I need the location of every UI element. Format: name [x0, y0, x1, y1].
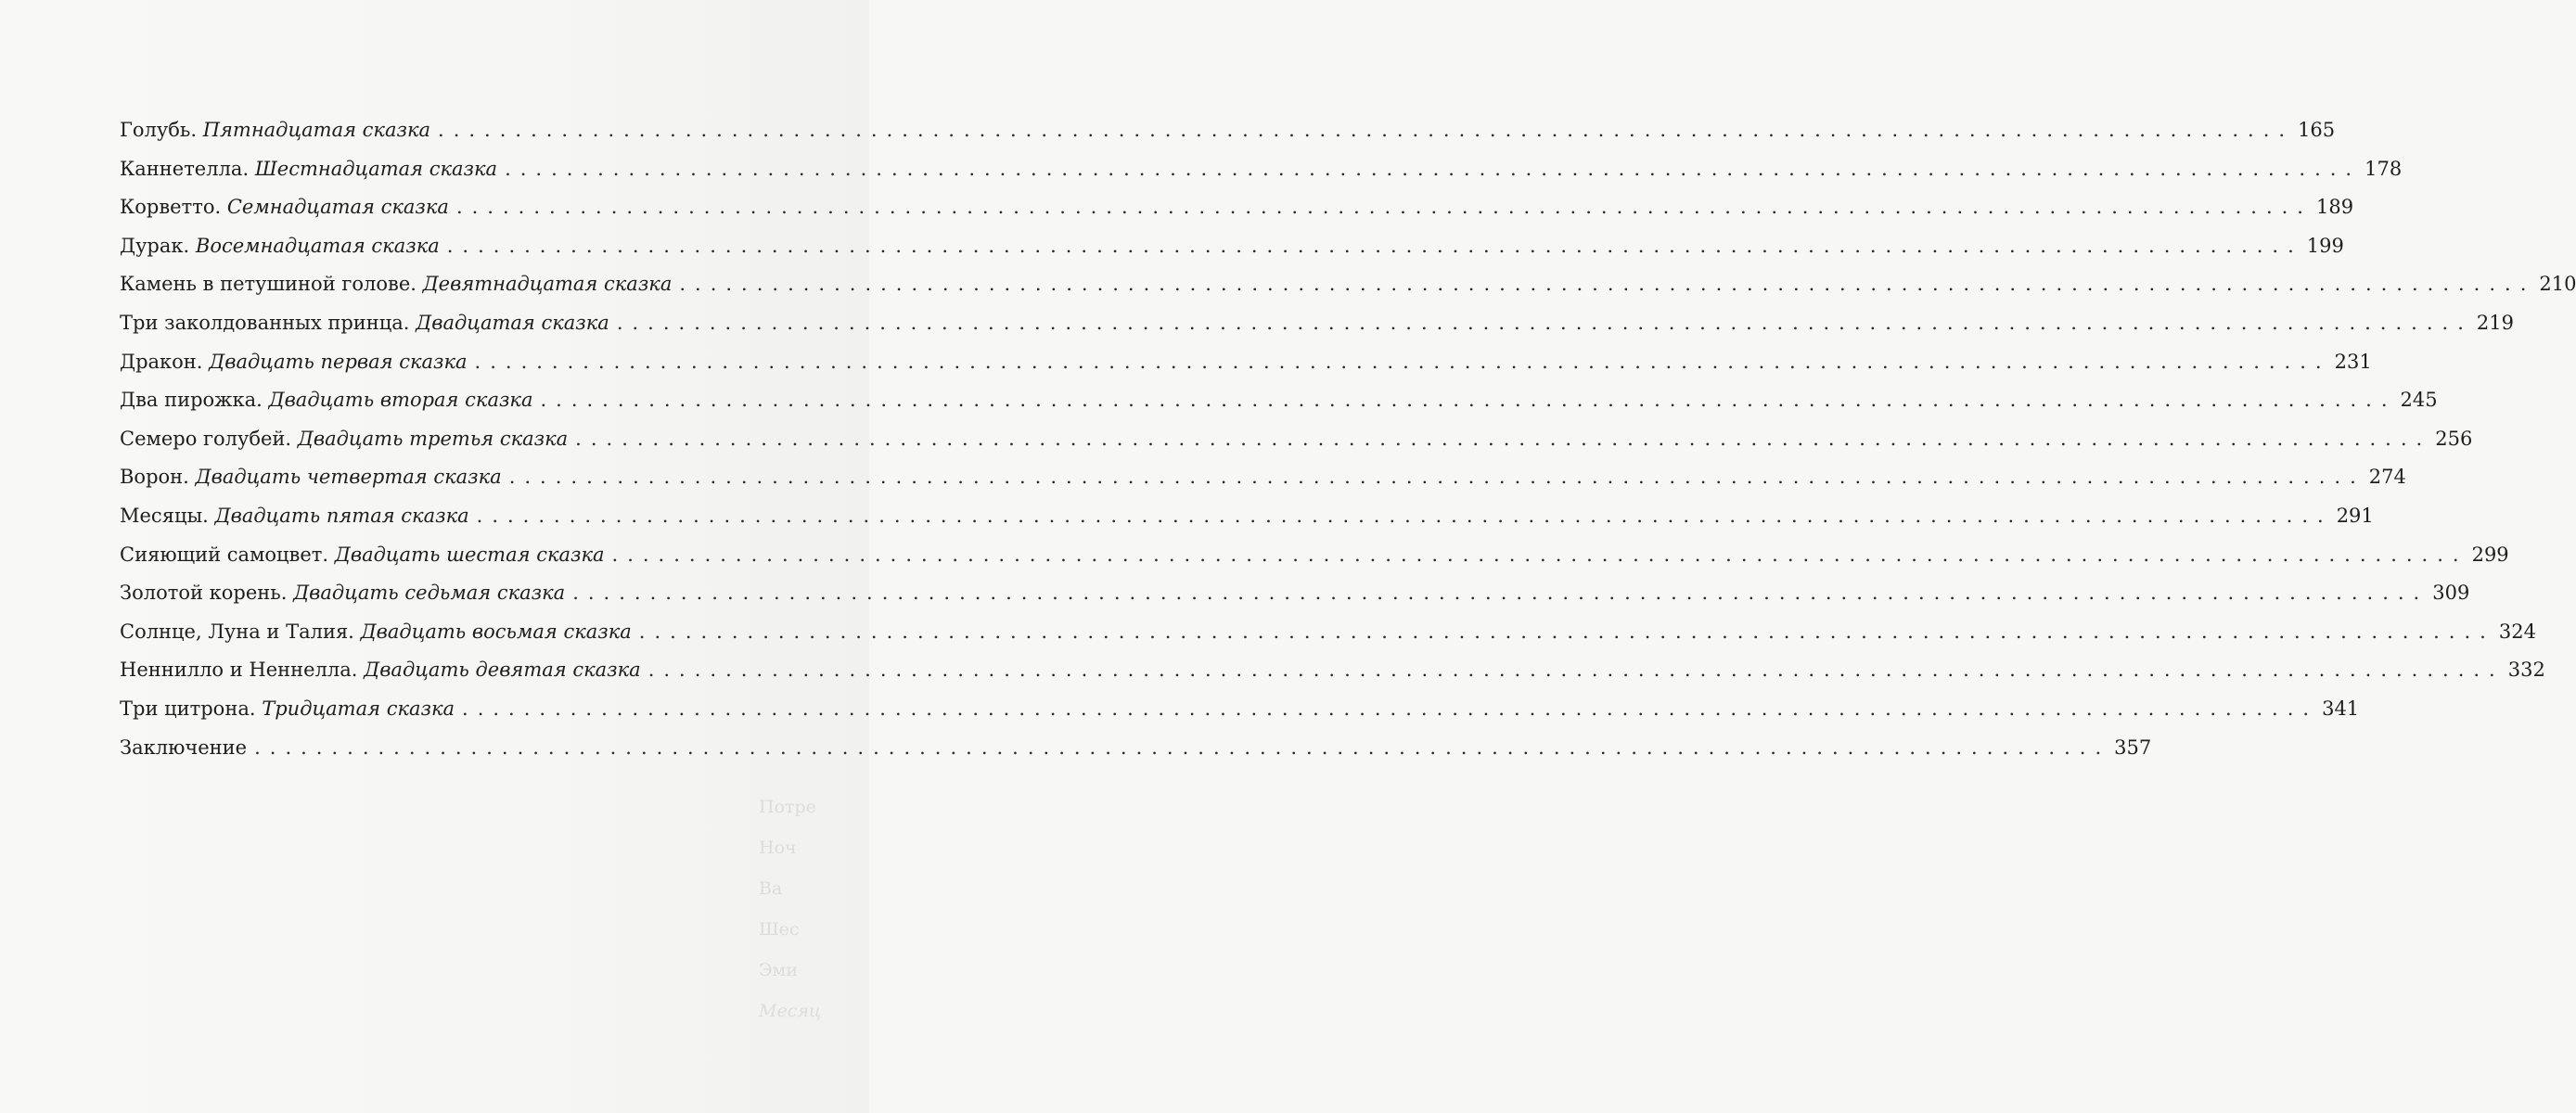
entry-subtitle: Двадцать седьмая сказка	[293, 582, 566, 605]
toc-entry-11[interactable]	[120, 504, 2374, 544]
bleed-through-text	[759, 787, 869, 1031]
dot-leader: ........................................................................................................................	[616, 311, 2473, 334]
bleed-through-line: Ноч	[759, 838, 797, 858]
entry-page-number: 219	[2476, 311, 2514, 334]
toc-entry-9[interactable]	[120, 427, 2473, 467]
dot-leader: ........................................................................................................................	[476, 504, 2333, 527]
entry-page-number: 341	[2322, 697, 2360, 720]
entry-page-number: 324	[2498, 620, 2536, 643]
entry-page-number: 357	[2114, 736, 2152, 759]
entry-subtitle: Восемнадцатая сказка	[195, 234, 440, 257]
entry-page-number: 165	[2298, 119, 2336, 141]
dot-leader: ........................................................................................................................	[508, 466, 2365, 489]
entry-title: Заключение	[120, 736, 248, 759]
dot-leader: ........................................................................................................................	[679, 273, 2536, 296]
entry-page-number: 309	[2432, 582, 2470, 605]
entry-title: Дурак.	[120, 234, 190, 257]
entry-subtitle: Двадцать четвертая сказка	[195, 466, 502, 489]
entry-title: Неннилло и Неннелла.	[120, 659, 358, 682]
toc-entry-3[interactable]	[120, 196, 2354, 235]
dot-leader: ........................................................................................................................	[611, 543, 2468, 566]
entry-subtitle: Двадцать вторая сказка	[268, 389, 533, 412]
toc-entry-16[interactable]	[120, 697, 2360, 736]
dot-leader: ........................................................................................................................	[647, 659, 2505, 682]
entry-title: Ворон.	[120, 466, 189, 489]
entry-title: Камень в петушиной голове.	[120, 273, 417, 296]
dot-leader: ........................................................................................................................	[575, 427, 2432, 450]
entry-title: Три цитрона.	[120, 697, 256, 720]
entry-page-number: 256	[2435, 427, 2473, 450]
entry-subtitle: Двадцать восьмая сказка	[360, 620, 632, 643]
entry-title: Солнце, Луна и Талия.	[120, 620, 354, 643]
bleed-through-line: Потре	[759, 797, 816, 817]
entry-title: Корветто.	[120, 196, 222, 219]
entry-subtitle: Шестнадцатая сказка	[254, 157, 498, 180]
dot-leader: ........................................................................................................................	[462, 697, 2319, 720]
table-of-contents	[120, 119, 2576, 774]
entry-title: Два пирожка.	[120, 389, 263, 412]
toc-entry-4[interactable]	[120, 234, 2344, 274]
dot-leader: ........................................................................................................................	[474, 350, 2331, 373]
entry-title: Голубь.	[120, 119, 197, 141]
entry-title: Три заколдованных принца.	[120, 311, 410, 334]
entry-subtitle: Девятнадцатая сказка	[422, 273, 673, 296]
toc-entry-12[interactable]	[120, 543, 2509, 582]
toc-entry-14[interactable]	[120, 620, 2536, 659]
toc-entry-10[interactable]	[120, 466, 2406, 505]
toc-entry-2[interactable]	[120, 157, 2403, 197]
toc-entry-13[interactable]	[120, 582, 2470, 620]
entry-title: Дракон.	[120, 350, 203, 373]
toc-entry-17[interactable]	[120, 736, 2152, 775]
dot-leader: ........................................................................................................................	[446, 234, 2303, 257]
entry-subtitle: Двадцатая сказка	[416, 311, 609, 334]
entry-page-number: 274	[2368, 466, 2406, 489]
toc-entry-8[interactable]	[120, 389, 2438, 428]
entry-page-number: 178	[2365, 157, 2403, 180]
entry-title: Золотой корень.	[120, 582, 288, 605]
bleed-through-line: Шес	[759, 919, 800, 940]
entry-title: Каннетелла.	[120, 157, 250, 180]
entry-page-number: 245	[2400, 389, 2438, 412]
entry-page-number: 299	[2471, 543, 2509, 566]
entry-page-number: 189	[2315, 196, 2354, 219]
entry-subtitle: Тридцатая сказка	[262, 697, 455, 720]
entry-title: Месяцы.	[120, 504, 209, 527]
entry-subtitle: Семнадцатая сказка	[226, 196, 449, 219]
dot-leader: ........................................................................................................................	[438, 119, 2295, 141]
entry-subtitle: Двадцать третья сказка	[297, 427, 569, 450]
entry-title: Семеро голубей.	[120, 427, 292, 450]
toc-entry-6[interactable]	[120, 311, 2514, 351]
dot-leader: ........................................................................................................................	[505, 157, 2362, 180]
bleed-through-line: Месяц	[759, 1001, 822, 1021]
entry-page-number: 199	[2306, 234, 2344, 257]
toc-entry-5[interactable]	[120, 273, 2576, 312]
entry-subtitle: Двадцать первая сказка	[209, 350, 468, 373]
entry-page-number: 210	[2539, 273, 2576, 296]
entry-title: Сияющий самоцвет.	[120, 543, 329, 566]
entry-subtitle: Двадцать девятая сказка	[364, 659, 641, 682]
dot-leader: ........................................................................................................................	[455, 196, 2313, 219]
toc-entry-7[interactable]	[120, 350, 2372, 390]
bleed-through-line: Эми	[759, 960, 798, 980]
dot-leader: ........................................................................................................................	[638, 620, 2495, 643]
toc-entry-1[interactable]	[120, 119, 2336, 158]
toc-entry-15[interactable]	[120, 659, 2545, 697]
entry-subtitle: Пятнадцатая сказка	[202, 119, 431, 141]
entry-page-number: 291	[2336, 504, 2374, 527]
entry-subtitle: Двадцать пятая сказка	[214, 504, 469, 527]
entry-subtitle: Двадцать шестая сказка	[334, 543, 605, 566]
dot-leader: ........................................................................................................................	[254, 736, 2111, 759]
entry-page-number: 332	[2507, 659, 2545, 682]
bleed-through-line: Ва	[759, 878, 783, 899]
dot-leader: ........................................................................................................................	[540, 389, 2397, 412]
dot-leader: ........................................................................................................................	[572, 582, 2429, 605]
entry-page-number: 231	[2334, 350, 2372, 373]
